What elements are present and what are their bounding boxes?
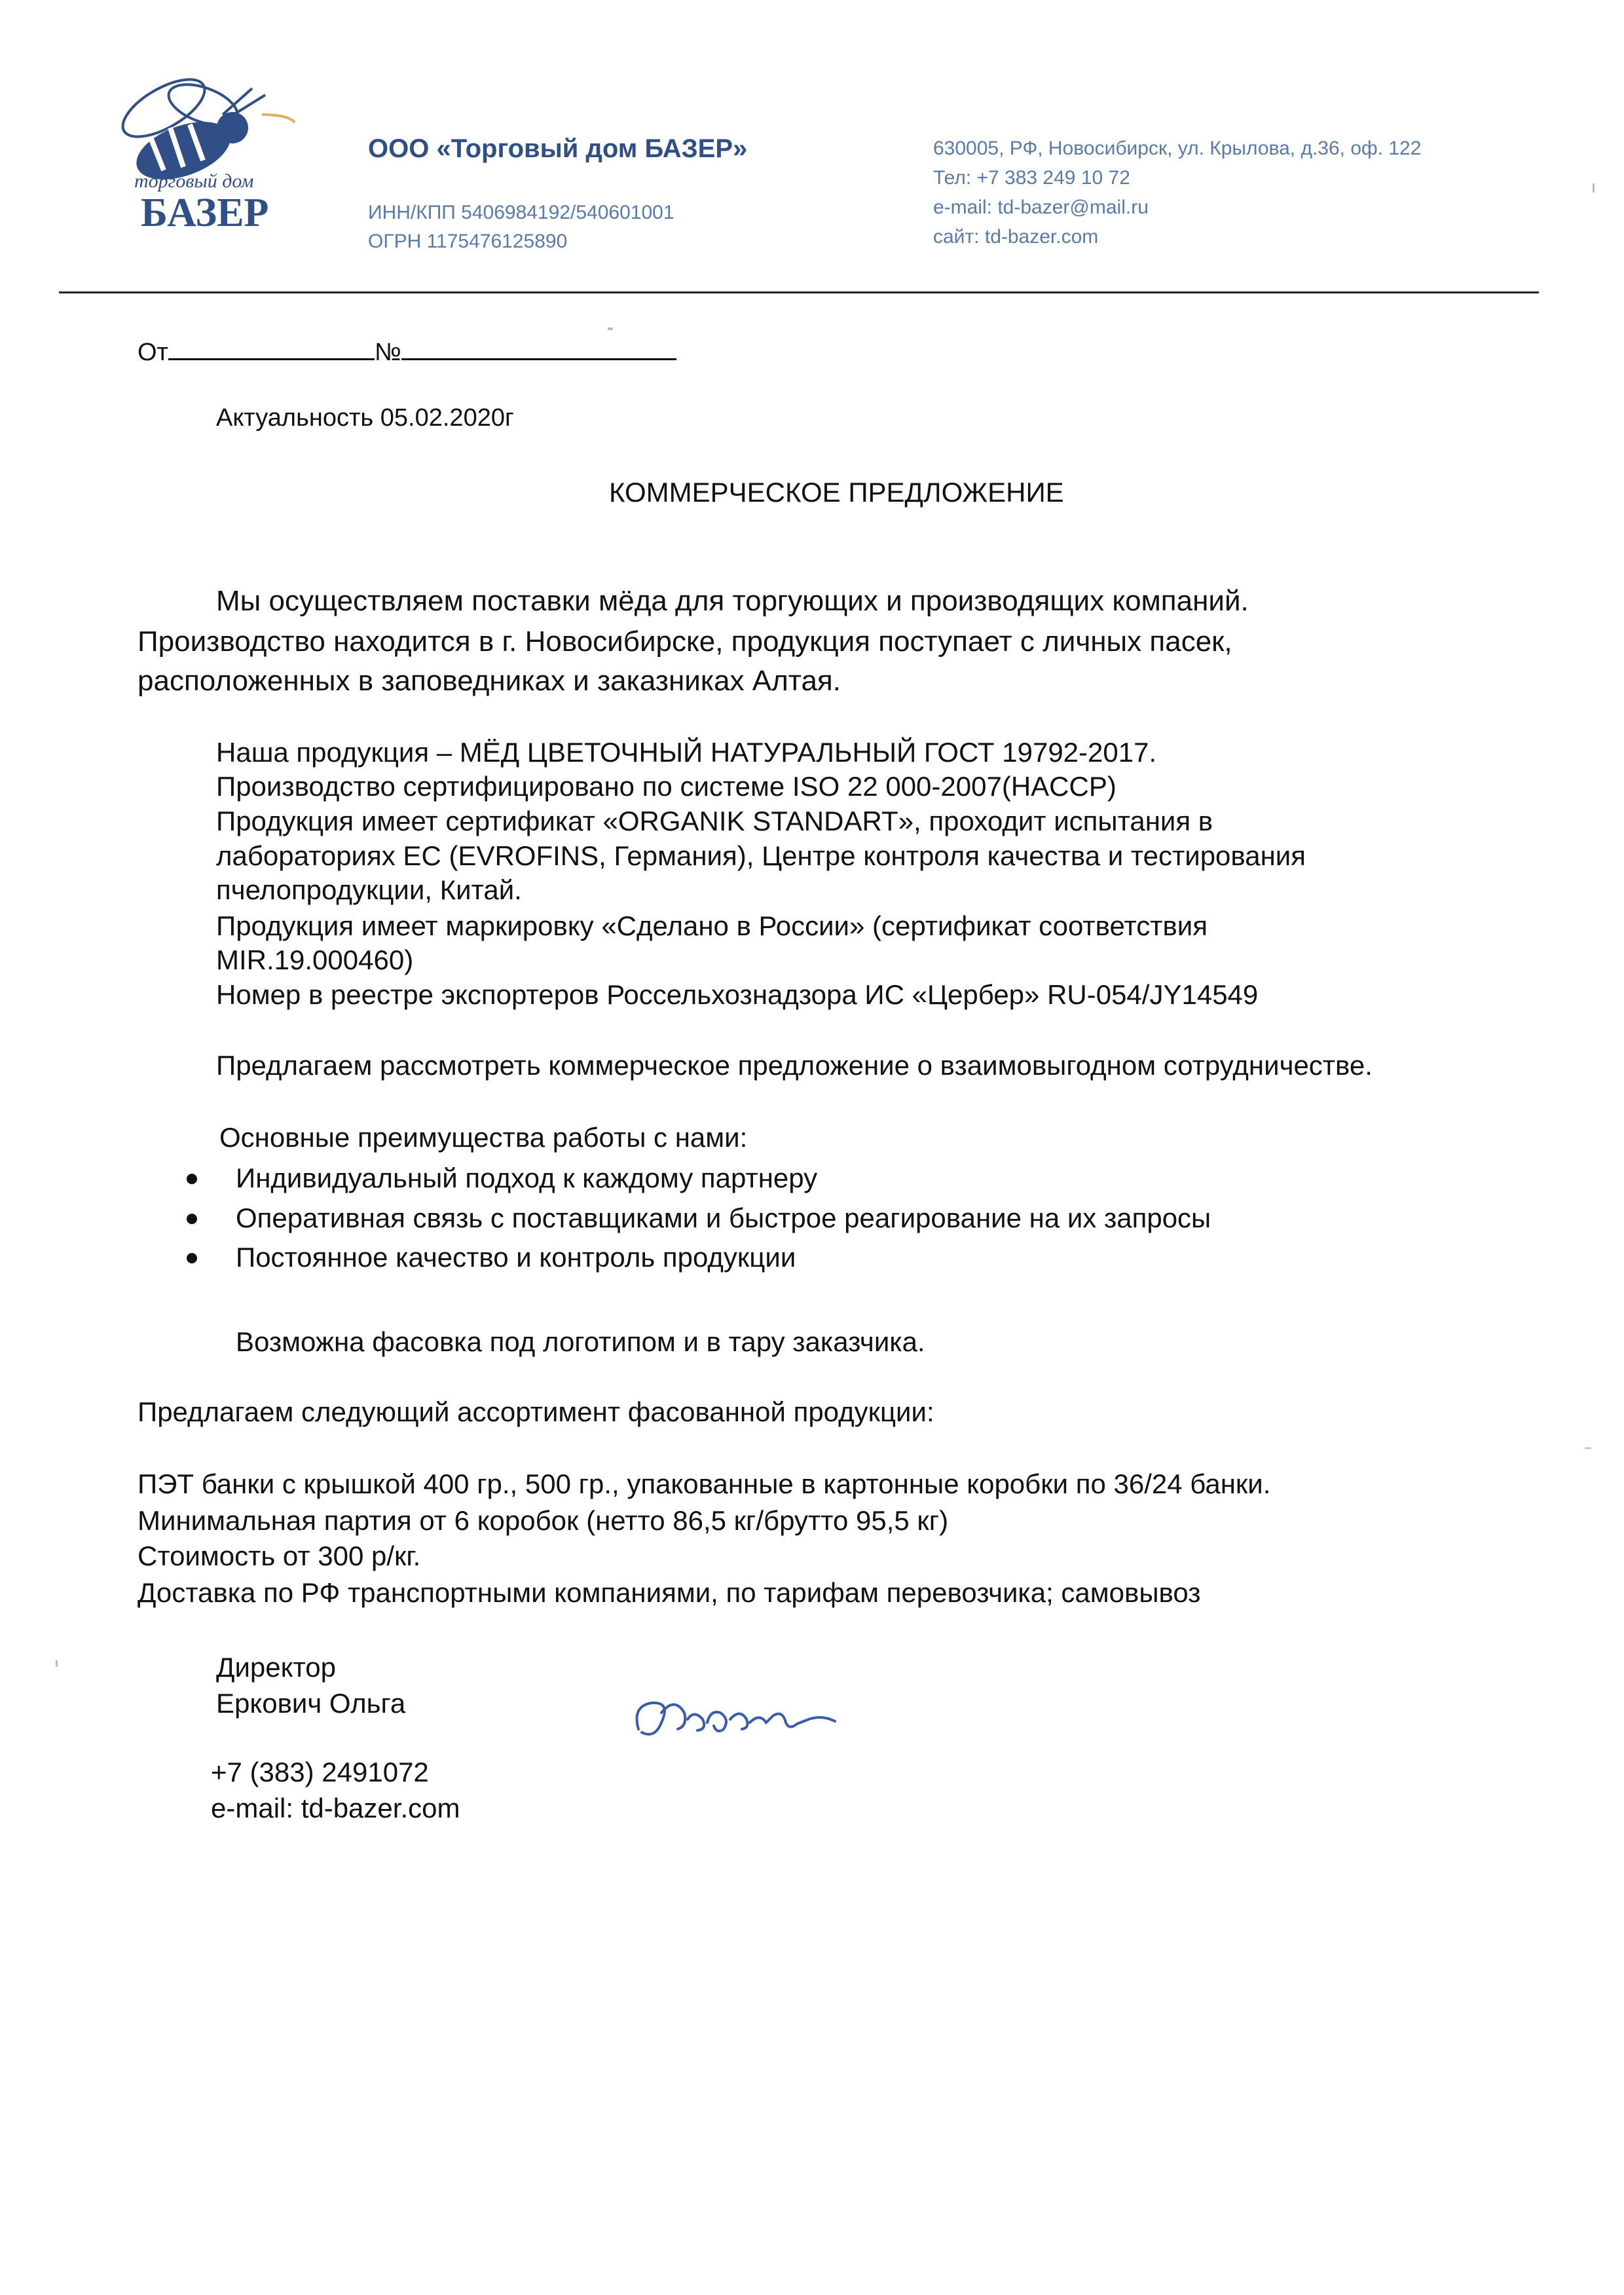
logo-tagline: торговый дом	[134, 170, 254, 192]
company-phone: Тел: +7 383 249 10 72	[933, 167, 1130, 189]
from-blank	[168, 332, 375, 360]
inn-kpp: ИНН/КПП 5406984192/540601001	[368, 202, 674, 223]
packaging-text: Возможна фасовка под логотипом и в тару заказчика.	[236, 1326, 925, 1357]
logo-brand: БАЗЕР	[141, 191, 269, 235]
contact-email: e-mail: td-bazer.com	[211, 1793, 460, 1823]
scan-mark	[1593, 183, 1595, 193]
advantages-heading: Основные преимущества работы с нами:	[219, 1122, 748, 1153]
intro-line: Мы осуществляем поставки мёда для торгующих и производящих компаний.	[216, 585, 1249, 617]
signatory-position: Директор	[216, 1652, 336, 1683]
document-title: КОММЕРЧЕСКОЕ ПРЕДЛОЖЕНИЕ	[609, 477, 1064, 508]
product-info-line: Производство сертифицировано по системе ISO 22 000-2007(HACCP)	[216, 771, 1116, 802]
number-label: №	[374, 339, 401, 366]
company-name: ООО «Торговый дом БАЗЕР»	[368, 134, 748, 163]
product-info-line: Продукция имеет сертификат «ORGANIK STANDART», проходит испытания в	[216, 806, 1213, 836]
scan-mark	[608, 327, 613, 330]
company-site: сайт: td-bazer.com	[933, 226, 1099, 248]
header-divider	[59, 291, 1539, 293]
relevance-date: Актуальность 05.02.2020г	[216, 404, 514, 432]
advantage-item: Индивидуальный подход к каждому партнеру	[236, 1163, 818, 1193]
from-label: От	[138, 339, 168, 366]
handwritten-signature	[625, 1683, 874, 1755]
scan-mark	[56, 1660, 58, 1667]
advantage-item: Оперативная связь с поставщиками и быстрое реагирование на их запросы	[236, 1203, 1211, 1233]
company-logo	[111, 62, 327, 233]
intro-line: Производство находится в г. Новосибирске, продукция поступает с личных пасек,	[138, 625, 1232, 658]
offer-text: Предлагаем рассмотреть коммерческое предложение о взаимовыгодном сотрудничестве.	[216, 1050, 1373, 1081]
product-info-line: Продукция имеет маркировку «Сделано в России» (сертификат соответствия	[216, 910, 1208, 941]
intro-line: расположенных в заповедниках и заказниках Алтая.	[138, 665, 841, 697]
number-blank	[401, 332, 676, 360]
ogrn: ОГРН 1175476125890	[368, 231, 568, 252]
bullet-icon	[187, 1214, 197, 1224]
scan-mark	[1585, 1447, 1591, 1449]
company-email: e-mail: td-bazer@mail.ru	[933, 196, 1149, 218]
company-address: 630005, РФ, Новосибирск, ул. Крылова, д.36, оф. 122	[933, 138, 1422, 159]
assortment-line: Минимальная партия от 6 коробок (нетто 86,5 кг/брутто 95,5 кг)	[138, 1505, 949, 1536]
bullet-icon	[187, 1253, 197, 1263]
product-info-line: Наша продукция – МЁД ЦВЕТОЧНЫЙ НАТУРАЛЬНЫЙ ГОСТ 19792-2017.	[216, 737, 1157, 768]
product-info-line: пчелопродукции, Китай.	[216, 874, 522, 905]
assortment-line: ПЭТ банки с крышкой 400 гр., 500 гр., упакованные в картонные коробки по 36/24 банки.	[138, 1468, 1271, 1499]
product-info-line: MIR.19.000460)	[216, 944, 414, 975]
product-info-line: Номер в реестре экспортеров Россельхознадзора ИС «Цербер» RU-054/JY14549	[216, 979, 1259, 1010]
assortment-line: Доставка по РФ транспортными компаниями, по тарифам перевозчика; самовывоз	[138, 1577, 1201, 1608]
ref-line	[138, 332, 676, 367]
assortment-line: Стоимость от 300 р/кг.	[138, 1540, 421, 1571]
assortment-heading: Предлагаем следующий ассортимент фасованной продукции:	[138, 1396, 934, 1427]
product-info-line: лабораториях ЕС (EVROFINS, Германия), Центре контроля качества и тестирования	[216, 840, 1306, 871]
signatory-name: Еркович Ольга	[216, 1688, 406, 1719]
bullet-icon	[187, 1174, 197, 1184]
advantage-item: Постоянное качество и контроль продукции	[236, 1242, 796, 1273]
contact-phone: +7 (383) 2491072	[211, 1757, 429, 1787]
